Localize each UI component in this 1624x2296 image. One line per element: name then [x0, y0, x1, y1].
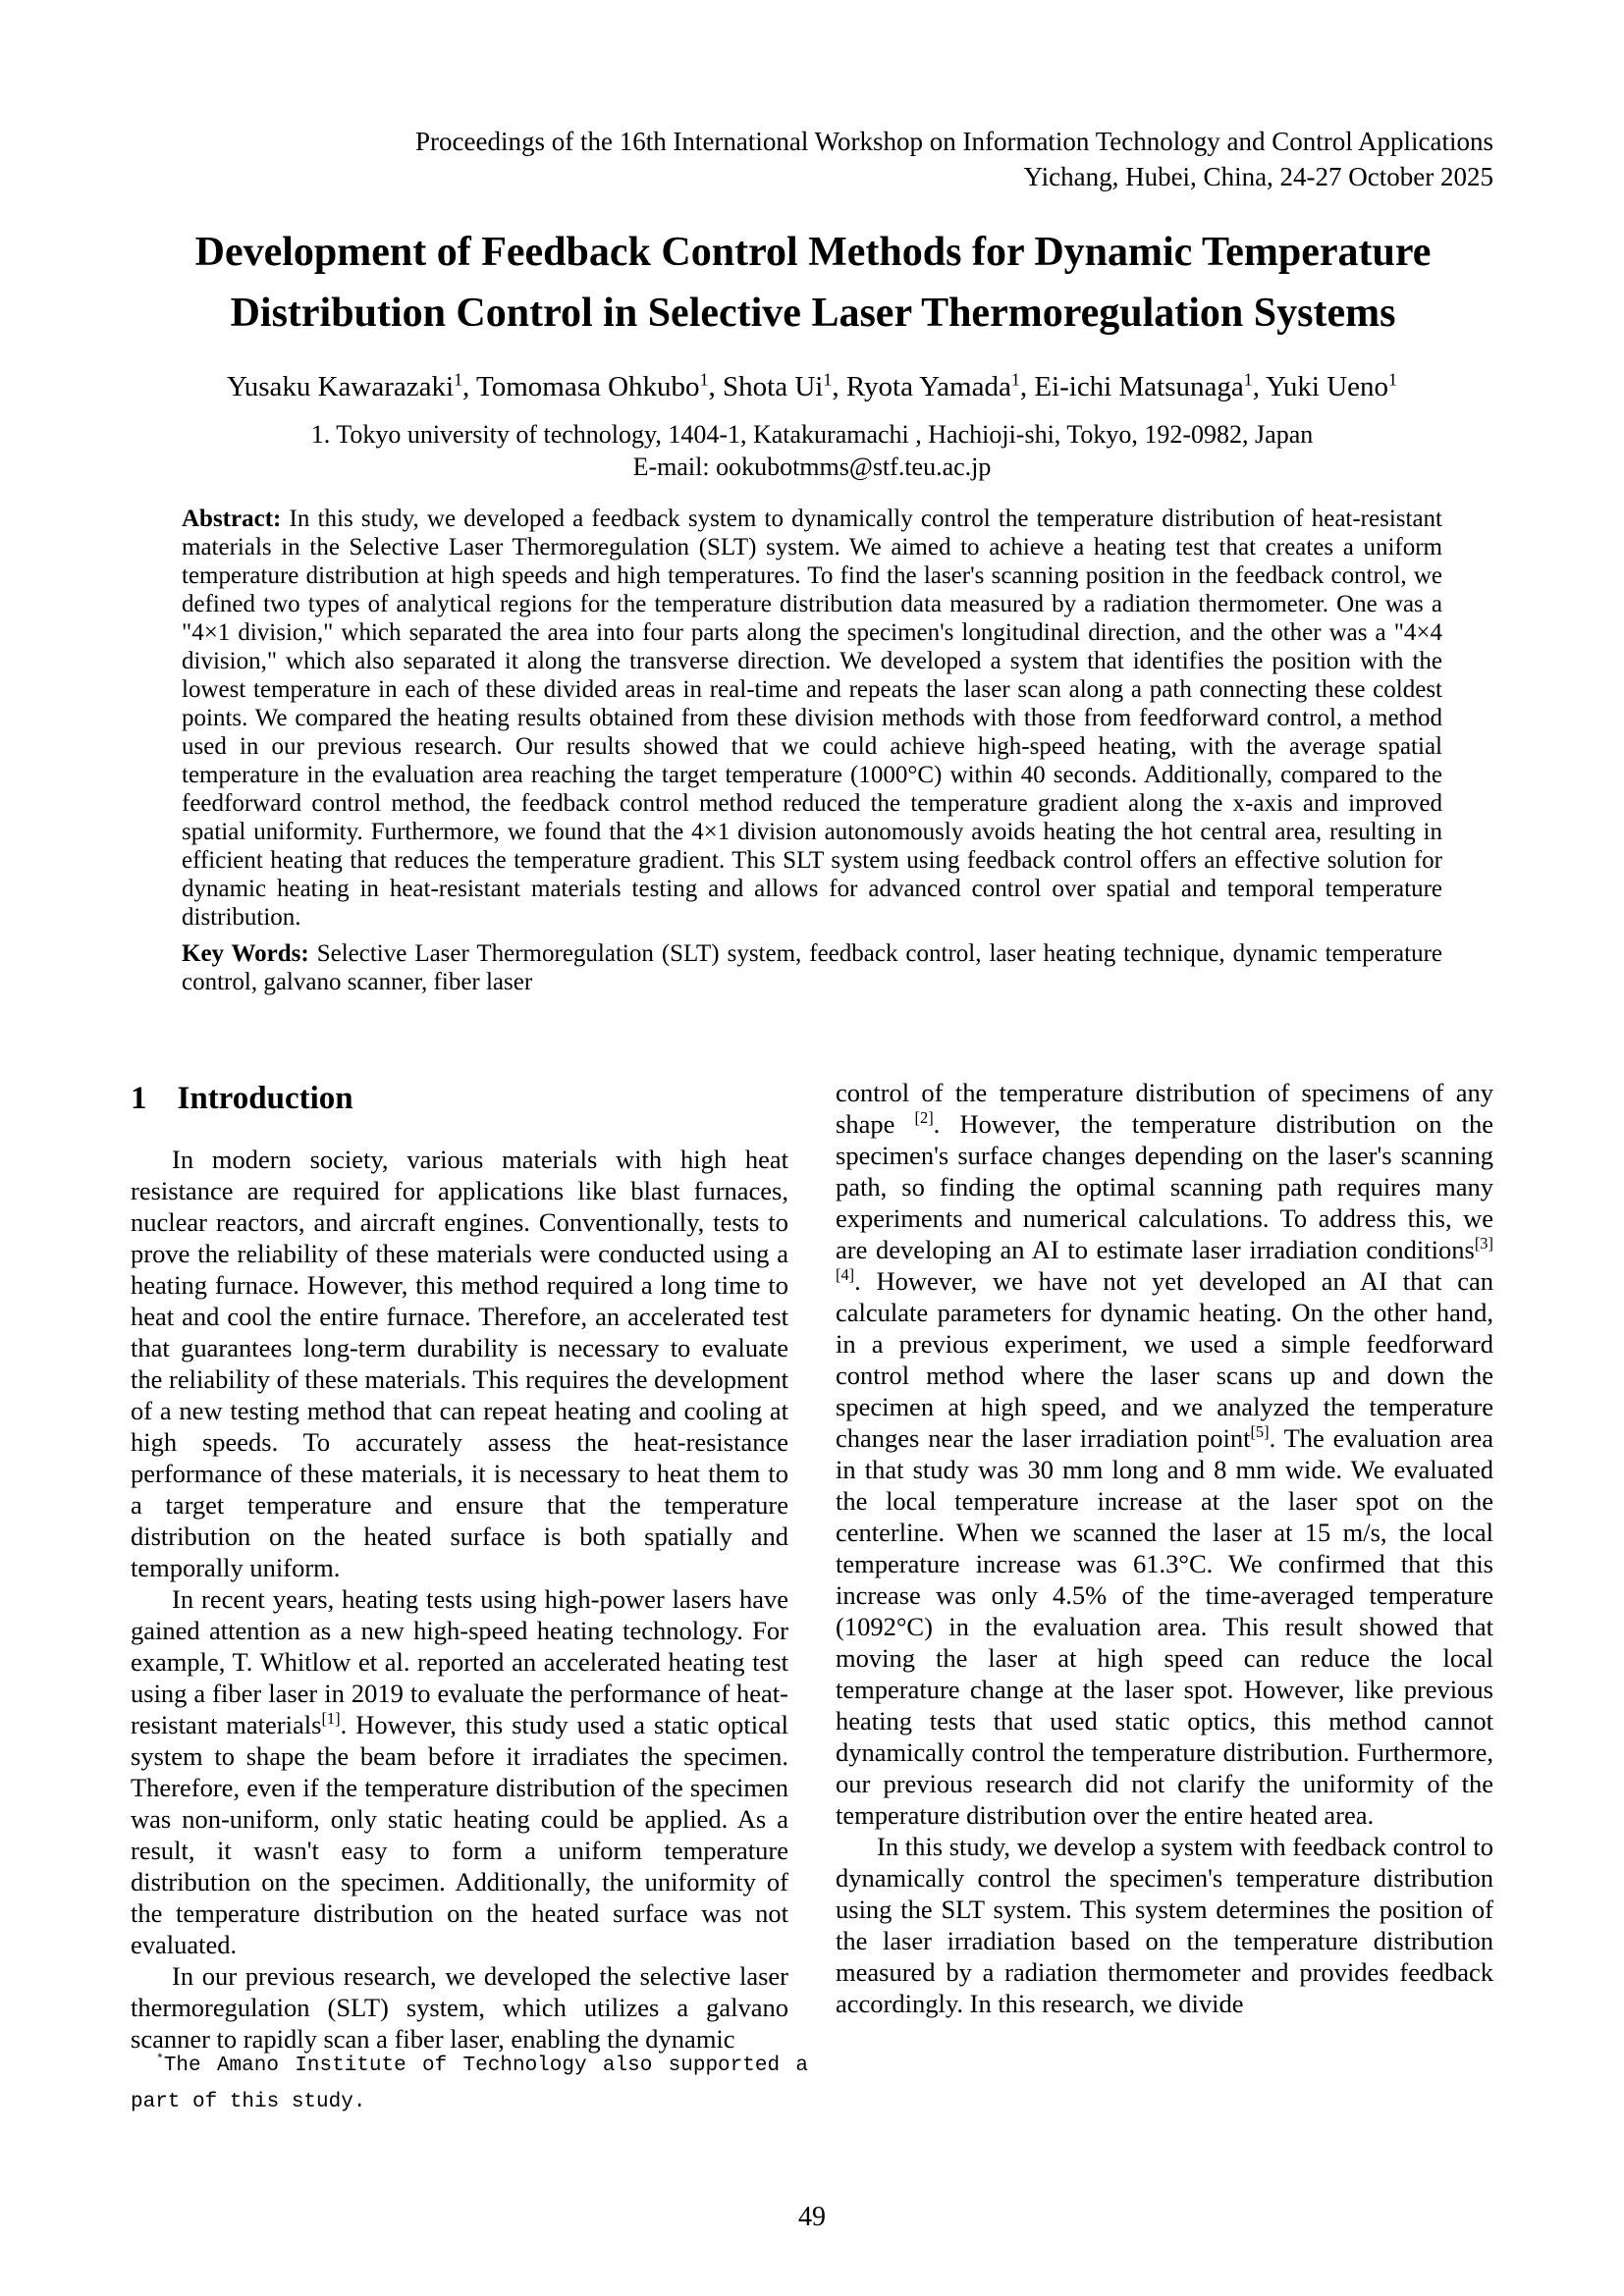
author-affiliation-sup: 1 — [1388, 369, 1398, 390]
author-name: Shota Ui — [723, 371, 824, 402]
paragraph: In our previous research, we developed the selective laser thermoregulation (SLT) system, which utilizes a galvano scanner to rapidly scan a fiber laser, enabling the dynamic — [131, 1961, 788, 2054]
author-affiliation-sup: 1 — [454, 369, 463, 390]
right-column-paragraphs — [836, 1077, 1493, 2019]
author-name: Yusaku Kawarazaki — [226, 371, 455, 402]
left-column — [131, 1077, 788, 2073]
paragraph: In recent years, heating tests using high-power lasers have gained attention as a new high-speed heating technology. For example, T. Whitlow et al. reported an accelerated heating test using a fiber laser in 2019 to evaluate the performance of heat-resistant materials[1]. However, this study used a static optical system to shape the beam before it irradiates the specimen. Therefore, even if the temperature distribution of the specimen was non-uniform, only static heating could be applied. As a result, it wasn't easy to form a uniform temperature distribution on the specimen. Additionally, the uniformity of the temperature distribution on the heated surface was not evaluated. — [131, 1584, 788, 1959]
citation-ref: [3][4] — [836, 1234, 1493, 1285]
author-affiliation-sup: 1 — [1243, 369, 1253, 390]
author-name: Tomomasa Ohkubo — [476, 371, 700, 402]
citation-ref: [1] — [321, 1709, 341, 1729]
two-column-body — [131, 1077, 1493, 2073]
abstract — [182, 505, 1442, 932]
page-number: 49 — [798, 2202, 826, 2232]
abstract-label: Abstract: — [182, 506, 282, 532]
paper-title-line2: Distribution Control in Selective Laser Thermoregulation Systems — [230, 291, 1396, 336]
conference-location-date: Yichang, Hubei, China, 24-27 October 2025 — [1023, 162, 1493, 191]
author-name: Ryota Yamada — [845, 371, 1011, 402]
section-number: 1 — [131, 1081, 147, 1116]
affiliation: 1. Tokyo university of technology, 1404-1, Katakuramachi , Hachioji-shi, Tokyo, 192-0982, Japan — [310, 420, 1314, 449]
author-list: Yusaku Kawarazaki$^1$, Tomomasa Ohkubo$^1$, Shota Ui$^1$, Ryota Yamada$^1$, Ei-ichi Matsunaga$^1$, Yuki Ueno$^1$ — [226, 369, 1398, 402]
author-affiliation-sup: 1 — [823, 369, 833, 390]
author-affiliation-sup: 1 — [699, 369, 709, 390]
citation-ref: [5] — [1250, 1422, 1270, 1442]
paragraph: In this study, we develop a system with feedback control to dynamically control the specimen's temperature distribution using the SLT system. This system determines the position of the laser irradiation based on the temperature distribution measured by a radiation thermometer and provides feedback accordingly. In this research, we divide — [836, 1832, 1493, 2018]
paper-title — [131, 222, 1495, 344]
affiliation-block — [131, 418, 1493, 483]
left-column-paragraphs — [131, 1144, 788, 2055]
conference-header — [131, 0, 1493, 194]
conference-title: Proceedings of the 16th International Workshop on Information Technology and Control Applications — [415, 127, 1493, 156]
author-affiliation-sup: 1 — [1010, 369, 1020, 390]
section-title: Introduction — [177, 1081, 353, 1116]
paragraph: In modern society, various materials with high heat resistance are required for applications like blast furnaces, nuclear reactors, and aircraft engines. Conventionally, tests to prove the reliability of these materials were conducted using a heating furnace. However, this method required a long time to heat and cool the entire furnace. Therefore, an accelerated test that guarantees long-term durability is necessary to evaluate the reliability of these materials. This requires the development of a new testing method that can repeat heating and cooling at high speeds. To accurately assess the heat-resistance performance of these materials, it is necessary to heat them to a target temperature and ensure that the temperature distribution on the heated surface is both spatially and temporally uniform. — [131, 1145, 788, 1582]
keywords-label: Key Words: — [182, 940, 309, 967]
paper-title-line1: Development of Feedback Control Methods for Dynamic Temperature — [194, 230, 1432, 275]
author-name: Yuki Ueno — [1266, 371, 1389, 402]
footnote — [131, 2048, 808, 2120]
keywords-text: Selective Laser Thermoregulation (SLT) system, feedback control, laser heating technique, dynamic temperature control, galvano scanner, fiber laser — [182, 940, 1443, 995]
section-heading-introduction — [131, 1081, 788, 1116]
citation-ref: [2] — [914, 1108, 934, 1128]
abstract-text: In this study, we developed a feedback system to dynamically control the temperature distribution of heat-resistant materials in the Selective Laser Thermoregulation (SLT) system. We aimed to achieve a heating test that creates a uniform temperature distribution at high speeds and high temperatures. To find the laser's scanning position in the feedback control, we defined two types of analytical regions for the temperature distribution data measured by a radiation thermometer. One was a "4×1 division," which separated the area into four parts along the specimen's longitudinal direction, and the other was a "4×4 division," which also separated it along the transverse direction. We developed a system that identifies the position with the lowest temperature in each of these divided areas in real-time and repeats the laser scan along a path connecting these coldest points. We compared the heating results obtained from these division methods with those from feedforward control, a method used in our previous research. Our results showed that we could achieve high-speed heating, with the average spatial temperature in the evaluation area reaching the target temperature (1000°C) within 40 seconds. Additionally, compared to the feedforward control method, the feedback control method reduced the temperature gradient along the x-axis and improved spatial uniformity. Furthermore, we found that the 4×1 division autonomously avoids heating the hot central area, resulting in efficient heating that reduces the temperature gradient. This SLT system using feedback control offers an effective solution for dynamic heating in heat-resistant materials testing and allows for advanced control over spatial and temporal temperature distribution. — [182, 506, 1442, 931]
author-name: Ei-ichi Matsunaga — [1034, 371, 1244, 402]
footnote-text: The Amano Institute of Technology also supported a part of this study. — [131, 2055, 808, 2113]
keywords — [182, 939, 1442, 996]
right-column — [836, 1077, 1493, 2073]
footnote-marker: * — [156, 2052, 164, 2066]
paragraph: control of the temperature distribution of specimens of any shape [2]. However, the temperature distribution on the specimen's surface changes depending on the laser's scanning path, so finding the optimal scanning path requires many experiments and numerical calculations. To address this, we are developing an AI to estimate laser irradiation conditions[3][4]. However, we have not yet developed an AI that can calculate parameters for dynamic heating. On the other hand, in a previous experiment, we used a simple feedforward control method where the laser scans up and down the specimen at high speed, and we analyzed the temperature changes near the laser irradiation point[5]. The evaluation area in that study was 30 mm long and 8 mm wide. We evaluated the local temperature increase at the laser spot on the centerline. When we scanned the laser at 15 m/s, the local temperature increase was 61.3°C. We confirmed that this increase was only 4.5% of the time-averaged temperature (1092°C) in the evaluation area. This result showed that moving the laser at high speed can reduce the local temperature change at the laser spot. However, like previous heating tests that used static optics, this method cannot dynamically control the temperature distribution. Furthermore, our previous research did not clarify the uniformity of the temperature distribution over the entire heated area. — [836, 1078, 1493, 1830]
email: E-mail: ookubotmms@stf.teu.ac.jp — [632, 453, 992, 481]
